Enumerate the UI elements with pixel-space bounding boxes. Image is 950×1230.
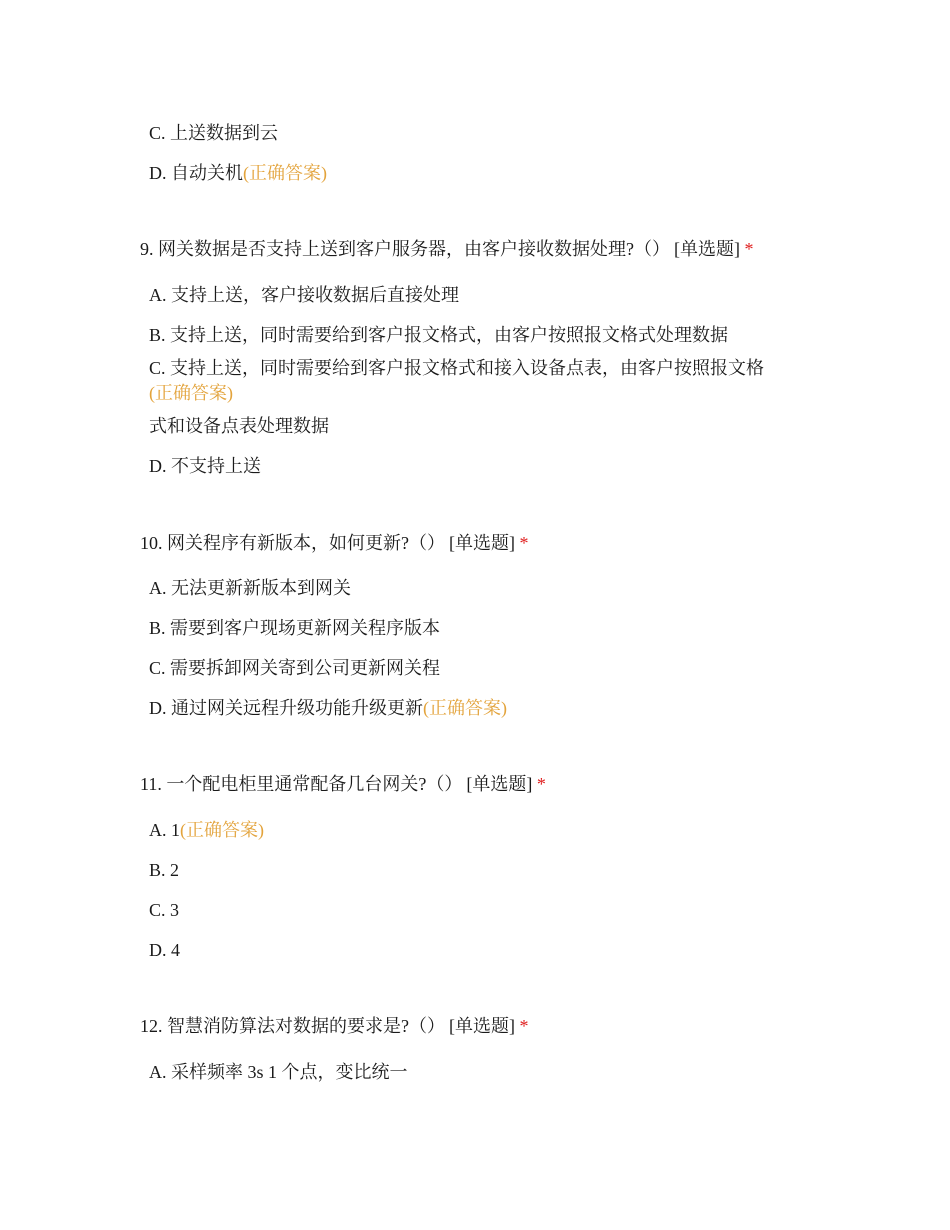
correct-answer-label: (正确答案) [180,820,264,840]
option-text: D. 不支持上送 [149,456,261,476]
q8-option-c [149,121,278,145]
option-text: B. 需要到客户现场更新网关程序版本 [149,618,441,638]
q9-title [140,237,754,261]
q10-option-b [149,616,440,640]
option-text: 式和设备点表处理数据 [149,416,329,436]
correct-answer-label: (正确答案) [149,383,233,403]
q12-option-a [149,1060,408,1084]
q11-option-c [149,898,179,922]
option-text: D. 4 [149,940,180,960]
question-text: 9. 网关数据是否支持上送到客户服务器，由客户接收数据处理?（） [140,239,670,259]
q11-option-a [149,818,264,842]
q10-option-a [149,576,351,600]
option-text: D. 自动关机 [149,163,243,183]
question-text: 12. 智慧消防算法对数据的要求是?（） [140,1016,445,1036]
question-text: 11. 一个配电柜里通常配备几台网关?（） [140,774,463,794]
correct-answer-label: (正确答案) [423,698,507,718]
question-type: [单选题] [449,1016,515,1036]
option-text: C. 3 [149,900,180,920]
question-type: [单选题] [466,774,533,794]
q11-title [140,772,546,796]
q8-option-d [149,161,327,185]
option-text: C. 上送数据到云 [149,123,279,143]
q10-option-d [149,696,507,720]
required-mark: * [519,1016,529,1036]
option-text: C. 需要拆卸网关寄到公司更新网关程 [149,658,441,678]
question-type: [单选题] [449,533,515,553]
option-text: C. 支持上送，同时需要给到客户报文格式和接入设备点表，由客户按照报文格 [149,358,765,378]
q10-title [140,531,529,555]
question-text: 10. 网关程序有新版本，如何更新?（） [140,533,445,553]
option-text: A. 支持上送，客户接收数据后直接处理 [149,285,459,305]
required-mark: * [536,774,546,794]
correct-answer-label: (正确答案) [243,163,327,183]
option-text: B. 支持上送，同时需要给到客户报文格式，由客户按照报文格式处理数据 [149,325,729,345]
required-mark: * [744,239,754,259]
option-text: A. 采样频率 3s 1 个点，变比统一 [149,1062,408,1082]
option-text: A. 1 [149,820,180,840]
q9-option-b [149,323,728,347]
required-mark: * [519,533,529,553]
q9-option-c [149,356,764,380]
question-type: [单选题] [674,239,740,259]
q9-option-a [149,283,459,307]
option-text: D. 通过网关远程升级功能升级更新 [149,698,423,718]
q10-option-c [149,656,440,680]
q12-title [140,1014,529,1038]
option-text: B. 2 [149,860,180,880]
q11-option-b [149,858,179,882]
q9-option-c-continuation [149,414,329,438]
q9-option-d [149,454,261,478]
q11-option-d [149,938,180,962]
option-text: A. 无法更新新版本到网关 [149,578,351,598]
